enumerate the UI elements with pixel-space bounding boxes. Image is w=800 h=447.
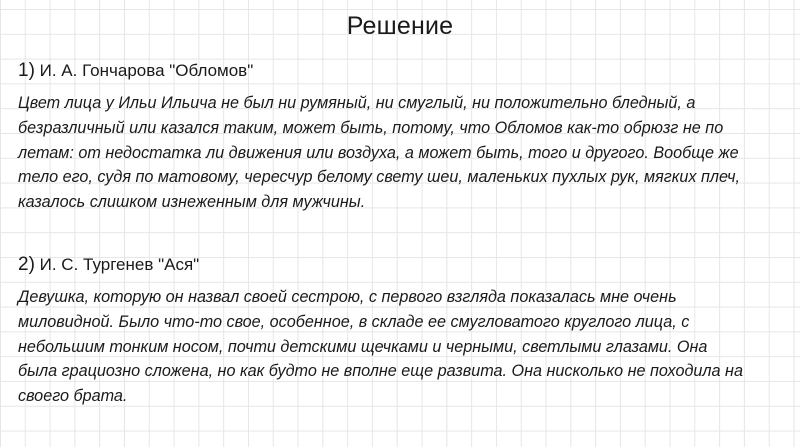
quote-line: безразличный или казался таким, может быть, потому, что Обломов как-то обрюзг не по [18, 118, 724, 137]
section-number: 1) [18, 60, 35, 81]
quote-line: летам: от недостатка ли движения или воздуха, а может быть, того и другого. Вообще же [18, 143, 739, 162]
quote-line: тело его, судя по матовому, чересчур белому свету шеи, маленьких пухлых рук, мягких плеч, [18, 168, 741, 187]
section-heading-oblomov [18, 60, 253, 82]
quote-line: Цвет лица у Ильи Ильича не был ни румяный, ни смуглый, ни положительно бледный, а [18, 94, 696, 112]
section-number: 2) [18, 254, 35, 275]
quote-line: небольшим тонким носом, почти детскими щечками и черными, светлыми глазами. Она [18, 337, 708, 356]
quote-line: была грациозно сложена, но как будто не вполне еще развита. Она нисколько не походила на [18, 362, 743, 381]
quote-line: миловидной. Было что-то свое, особенное, в складе ее смугловатого круглого лица, с [18, 312, 690, 331]
quote-line: своего брата. [18, 387, 128, 406]
quote-asya [18, 285, 788, 409]
section-heading-text: И. А. Гончарова "Обломов" [39, 61, 254, 80]
quote-oblomov [18, 91, 788, 215]
page-title: Решение [346, 12, 454, 40]
section-heading-asya [18, 254, 199, 276]
quote-line: казалось слишком изнеженным для мужчины. [18, 193, 366, 212]
quote-line: Девушка, которую он назвал своей сестрою, с первого взгляда показалась мне очень [18, 288, 677, 306]
section-heading-text: И. С. Тургенев "Ася" [39, 255, 200, 274]
